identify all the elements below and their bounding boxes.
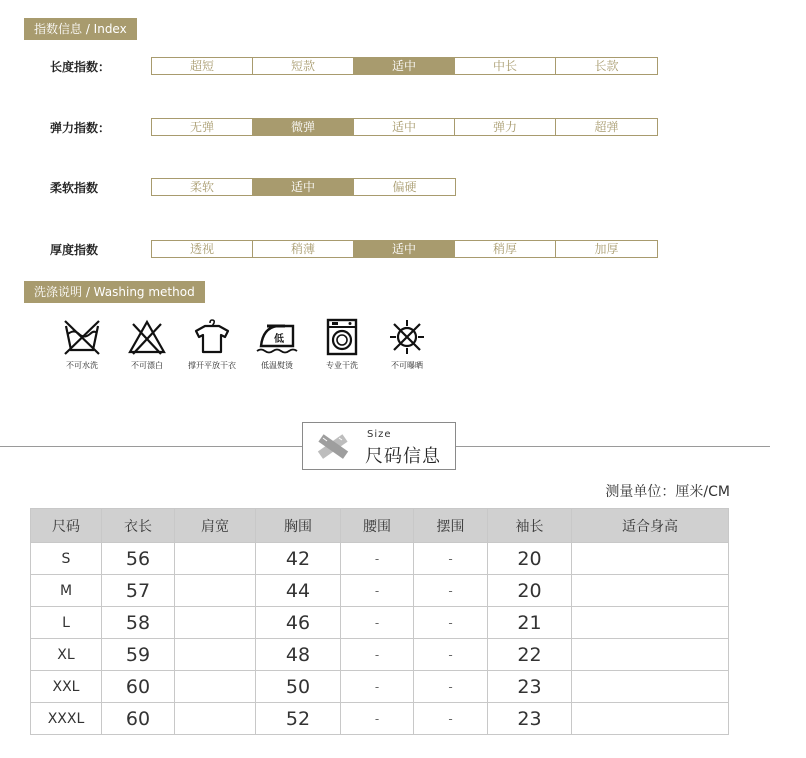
table-cell: 20 <box>488 543 572 575</box>
index-option: 超短 <box>152 58 253 74</box>
table-cell: 58 <box>102 607 175 639</box>
index-option: 适中 <box>354 119 455 135</box>
iron-temp-text: 低 <box>274 334 284 345</box>
size-title-en: Size <box>367 429 392 440</box>
table-cell: - <box>341 575 414 607</box>
wash-item-no-bleach <box>117 318 177 371</box>
no-sun-icon <box>387 318 427 356</box>
wash-item-dry-clean <box>312 318 372 371</box>
washing-section-title: 洗涤说明 / Washing method <box>24 281 205 303</box>
column-header: 适合身高 <box>572 509 729 543</box>
table-cell: - <box>414 575 488 607</box>
table-cell: 56 <box>102 543 175 575</box>
table-cell <box>175 607 256 639</box>
table-cell: - <box>414 543 488 575</box>
index-option: 稍薄 <box>253 241 354 257</box>
index-option: 柔软 <box>152 179 253 195</box>
index-option: 稍厚 <box>455 241 556 257</box>
table-cell: XXL <box>31 671 102 703</box>
table-cell <box>175 543 256 575</box>
index-label: 柔软指数 <box>50 181 99 195</box>
table-cell: 60 <box>102 671 175 703</box>
ruler-pencil-icon <box>315 432 351 462</box>
index-label: 弹力指数： <box>50 121 111 135</box>
index-label: 厚度指数 <box>50 243 99 257</box>
size-table-header <box>31 509 729 543</box>
table-cell: L <box>31 607 102 639</box>
table-row <box>31 607 729 639</box>
table-cell: 44 <box>256 575 341 607</box>
table-cell: XL <box>31 639 102 671</box>
table-cell <box>572 543 729 575</box>
table-cell: XXXL <box>31 703 102 735</box>
table-cell: 48 <box>256 639 341 671</box>
table-cell: - <box>341 671 414 703</box>
column-header: 胸围 <box>256 509 341 543</box>
wash-item-low-iron <box>247 318 307 371</box>
table-row <box>31 703 729 735</box>
column-header: 尺码 <box>31 509 102 543</box>
size-table <box>30 508 729 735</box>
measure-unit: 测量单位：厘米/CM <box>605 484 730 500</box>
table-cell: 57 <box>102 575 175 607</box>
no-wash-icon <box>62 318 102 356</box>
wash-label: 低温熨烫 <box>261 361 293 370</box>
index-section-title: 指数信息 / Index <box>24 18 137 40</box>
index-option: 短款 <box>253 58 354 74</box>
table-cell: 23 <box>488 671 572 703</box>
size-heading-box <box>302 422 456 470</box>
index-option: 透视 <box>152 241 253 257</box>
table-cell: - <box>341 703 414 735</box>
wash-label: 不可漂白 <box>131 361 163 370</box>
table-row <box>31 543 729 575</box>
index-scale <box>151 118 658 136</box>
table-cell <box>175 575 256 607</box>
index-label: 长度指数： <box>50 60 111 74</box>
table-cell <box>175 703 256 735</box>
table-cell: - <box>414 639 488 671</box>
index-option-selected: 适中 <box>354 58 455 74</box>
table-cell: 23 <box>488 703 572 735</box>
table-cell: M <box>31 575 102 607</box>
table-cell: - <box>414 671 488 703</box>
wash-item-no-sun <box>377 318 437 371</box>
index-option-selected: 微弹 <box>253 119 354 135</box>
column-header: 衣长 <box>102 509 175 543</box>
index-option: 无弹 <box>152 119 253 135</box>
wash-label: 不可曝晒 <box>391 361 423 370</box>
table-cell: - <box>341 543 414 575</box>
table-cell: 21 <box>488 607 572 639</box>
index-scale <box>151 240 658 258</box>
table-cell <box>572 607 729 639</box>
index-option: 超弹 <box>594 120 619 134</box>
table-cell: 42 <box>256 543 341 575</box>
index-option: 长款 <box>594 59 619 73</box>
index-option: 偏硬 <box>392 180 417 194</box>
table-cell <box>572 703 729 735</box>
table-cell <box>572 575 729 607</box>
low-iron-icon <box>255 318 299 356</box>
table-cell: 22 <box>488 639 572 671</box>
table-cell <box>572 671 729 703</box>
table-cell: 60 <box>102 703 175 735</box>
index-option: 中长 <box>455 58 556 74</box>
table-cell: 20 <box>488 575 572 607</box>
index-scale <box>151 57 658 75</box>
table-cell <box>175 671 256 703</box>
wash-label: 撑开平放干衣 <box>188 361 236 370</box>
table-cell <box>175 639 256 671</box>
column-header: 肩宽 <box>175 509 256 543</box>
table-cell: 59 <box>102 639 175 671</box>
table-cell <box>572 639 729 671</box>
table-row <box>31 575 729 607</box>
table-cell: - <box>414 607 488 639</box>
no-bleach-icon <box>127 318 167 356</box>
wash-item-no-wash <box>52 318 112 371</box>
column-header: 腰围 <box>341 509 414 543</box>
dry-clean-icon <box>322 318 362 356</box>
table-row <box>31 671 729 703</box>
table-cell: S <box>31 543 102 575</box>
dry-flat-icon <box>192 318 232 356</box>
index-option-selected: 适中 <box>253 179 354 195</box>
index-option: 加厚 <box>594 242 619 256</box>
table-cell: - <box>414 703 488 735</box>
table-row <box>31 639 729 671</box>
wash-item-dry-flat <box>182 318 242 371</box>
table-cell: 50 <box>256 671 341 703</box>
wash-label: 不可水洗 <box>66 361 98 370</box>
table-cell: - <box>341 639 414 671</box>
wash-label: 专业干洗 <box>326 361 358 370</box>
table-cell: 46 <box>256 607 341 639</box>
table-cell: - <box>341 607 414 639</box>
table-cell: 52 <box>256 703 341 735</box>
size-title-cn: 尺码信息 <box>365 446 441 467</box>
index-scale <box>151 178 456 196</box>
column-header: 袖长 <box>488 509 572 543</box>
column-header: 摆围 <box>414 509 488 543</box>
index-option-selected: 适中 <box>354 241 455 257</box>
index-option: 弹力 <box>455 119 556 135</box>
